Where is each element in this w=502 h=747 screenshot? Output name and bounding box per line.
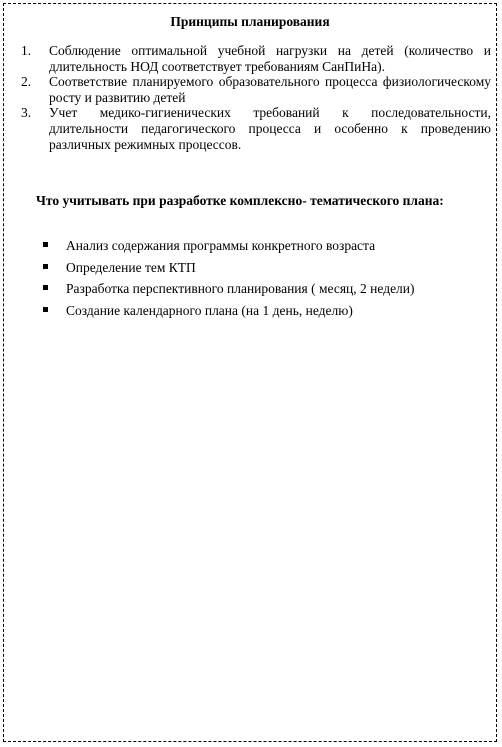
- square-bullet-icon: [43, 307, 48, 312]
- consideration-item-3: [36, 278, 492, 300]
- consideration-item-2: [36, 257, 492, 279]
- consideration-text-3: Разработка перспективного планирования ( месяц, 2 недели): [66, 281, 415, 297]
- square-bullet-icon: [43, 285, 48, 290]
- square-bullet-icon: [43, 242, 48, 247]
- square-bullet-icon: [43, 264, 48, 269]
- page-title: Принципы планирования: [170, 14, 330, 29]
- principle-text-1: Соблюдение оптимальной учебной нагрузки на детей (количество и длительность НОД соответствует требованиям СанПиНа).: [49, 43, 491, 74]
- principles-list: [21, 43, 491, 152]
- dashed-frame: [3, 3, 497, 742]
- section-heading: Что учитывать при разработке комплексно- тематического плана:: [36, 193, 444, 208]
- consideration-item-4: [36, 300, 492, 322]
- principle-item-2: [21, 74, 491, 105]
- principle-text-2: Соответствие планируемого образовательного процесса физиологическому росту и развитию детей: [49, 74, 491, 105]
- principle-item-3: [21, 105, 491, 152]
- consideration-text-1: Анализ содержания программы конкретного возраста: [66, 238, 376, 253]
- consideration-text-4: Создание календарного плана (на 1 день, неделю): [66, 302, 353, 318]
- consideration-item-1: [36, 235, 492, 257]
- principle-number-1: 1.: [21, 43, 32, 58]
- principle-text-3: Учет медико-гигиенических требований к последовательности, длительности педагогического процесса и особенно к проведению различных режимных процессов.: [49, 105, 491, 152]
- consideration-text-2: Определение тем КТП: [66, 259, 196, 275]
- principle-number-3: 3.: [21, 105, 32, 121]
- principle-item-1: [21, 43, 491, 74]
- principle-number-2: 2.: [21, 74, 32, 90]
- considerations-list: [36, 235, 492, 321]
